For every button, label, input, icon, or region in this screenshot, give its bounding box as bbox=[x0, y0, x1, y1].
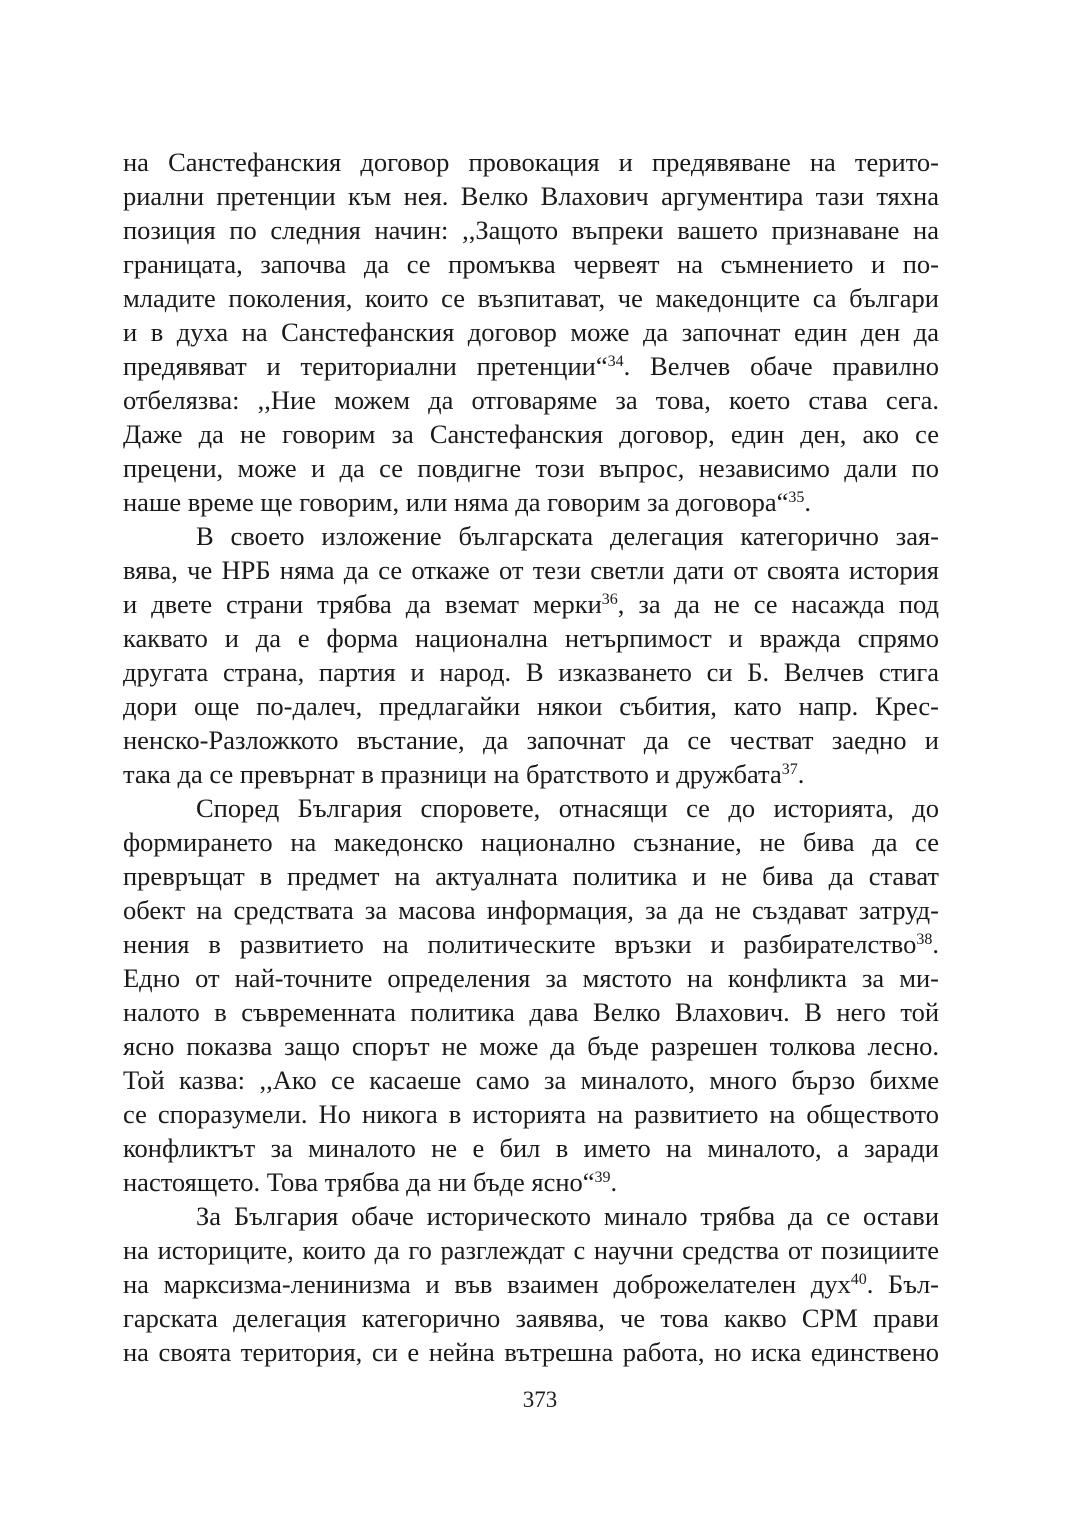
text-line: границата, започва да се промъква червеят на съмнението и по- bbox=[123, 249, 939, 279]
footnote-marker: 34 bbox=[607, 353, 624, 371]
text-line: Според България споровете, отнасящи се до историята, до bbox=[196, 793, 939, 823]
paragraph bbox=[123, 791, 939, 1199]
text-line: другата страна, партия и народ. В изказването си Б. Велчев стига bbox=[123, 657, 939, 687]
text-line: превръщат в предмет на актуалната политика и не бива да стават bbox=[123, 861, 939, 891]
footnote-marker: 35 bbox=[788, 489, 805, 507]
text-line: на историците, които да го разглеждат с научни средства от позициите bbox=[123, 1235, 939, 1265]
footnote-marker: 40 bbox=[850, 1271, 867, 1289]
text-line: риални претенции към нея. Велко Влахович аргументира тази тяхна bbox=[123, 181, 939, 211]
text-line: прецени, може и да се повдигне този въпрос, независимо дали по bbox=[123, 453, 939, 483]
text-line: формирането на македонско национално съзнание, не бива да се bbox=[123, 827, 939, 857]
text-line: и в духа на Санстефанския договор може да започнат един ден да bbox=[123, 317, 939, 347]
text-line: конфликтът за миналото не е бил в името на миналото, а заради bbox=[123, 1133, 939, 1163]
text-line: и двете страни трябва да вземат мерки$^{36}$, за да не се насажда под bbox=[123, 589, 939, 619]
text-line: младите поколения, които се възпитават, че македонците са българи bbox=[123, 283, 939, 313]
text-line: ненско-Разложкото въстание, да започнат да се честват заедно и bbox=[123, 725, 939, 755]
text-line: на Санстефанския договор провокация и предявяване на терито- bbox=[123, 147, 939, 177]
text-line: Даже да не говорим за Санстефанския договор, един ден, ако се bbox=[123, 419, 939, 449]
text-line: така да се превърнат в празници на братството и дружбата$^{37}$. bbox=[123, 759, 805, 789]
text-line: Той казва: ,,Ако се касаеше само за миналото, много бързо бихме bbox=[123, 1065, 939, 1095]
text-line: предявяват и териториални претенции“$^{34}$. Велчев обаче правилно bbox=[123, 351, 939, 381]
text-line: В своето изложение българската делегация категорично зая- bbox=[196, 521, 939, 551]
text-line: гарската делегация категорично заявява, че това какво СРМ прави bbox=[123, 1303, 939, 1333]
text-line: на своята територия, си е нейна вътрешна работа, но иска единствено bbox=[123, 1337, 939, 1367]
text-line: Едно от най-точните определения за мястото на конфликта за ми- bbox=[123, 963, 939, 993]
footnote-marker: 37 bbox=[781, 761, 798, 779]
text-line: обект на средствата за масова информация, за да не създават затруд- bbox=[123, 895, 939, 925]
text-line: вява, че НРБ няма да се откаже от тези светли дати от своята история bbox=[123, 555, 939, 585]
text-line: дори още по-далеч, предлагайки някои събития, като напр. Крес- bbox=[123, 691, 939, 721]
paragraph bbox=[123, 519, 939, 791]
text-line: настоящето. Това трябва да ни бъде ясно“$^{39}$. bbox=[123, 1167, 618, 1197]
paragraph bbox=[123, 1199, 939, 1369]
text-line: на марксизма-ленинизма и във взаимен доброжелателен дух$^{40}$. Бъл- bbox=[123, 1269, 939, 1299]
text-line: налото в съвременната политика дава Велко Влахович. В него той bbox=[123, 997, 939, 1027]
text-line: се споразумели. Но никога в историята на развитието на обществото bbox=[123, 1099, 939, 1129]
page-number: 373 bbox=[522, 1387, 558, 1412]
text-line: наше време ще говорим, или няма да говорим за договора“$^{35}$. bbox=[123, 487, 812, 517]
text-line: каквато и да е форма национална нетърпимост и вражда спрямо bbox=[123, 623, 939, 653]
text-line: ясно показва защо спорът не може да бъде разрешен толкова лесно. bbox=[123, 1031, 939, 1061]
text-line: нения в развитието на политическите връзки и разбирателство$^{38}$. bbox=[123, 929, 939, 959]
footnote-marker: 39 bbox=[594, 1169, 611, 1187]
footnote-marker: 38 bbox=[916, 931, 933, 949]
body-text bbox=[123, 145, 939, 1369]
footnote-marker: 36 bbox=[601, 591, 618, 609]
text-line: отбелязва: ,,Ние можем да отговаряме за това, което става сега. bbox=[123, 385, 939, 415]
text-line: За България обаче историческото минало трябва да се остави bbox=[196, 1201, 939, 1231]
paragraph bbox=[123, 145, 939, 519]
text-line: позиция по следния начин: ,,Защото въпреки вашето признаване на bbox=[123, 215, 939, 245]
